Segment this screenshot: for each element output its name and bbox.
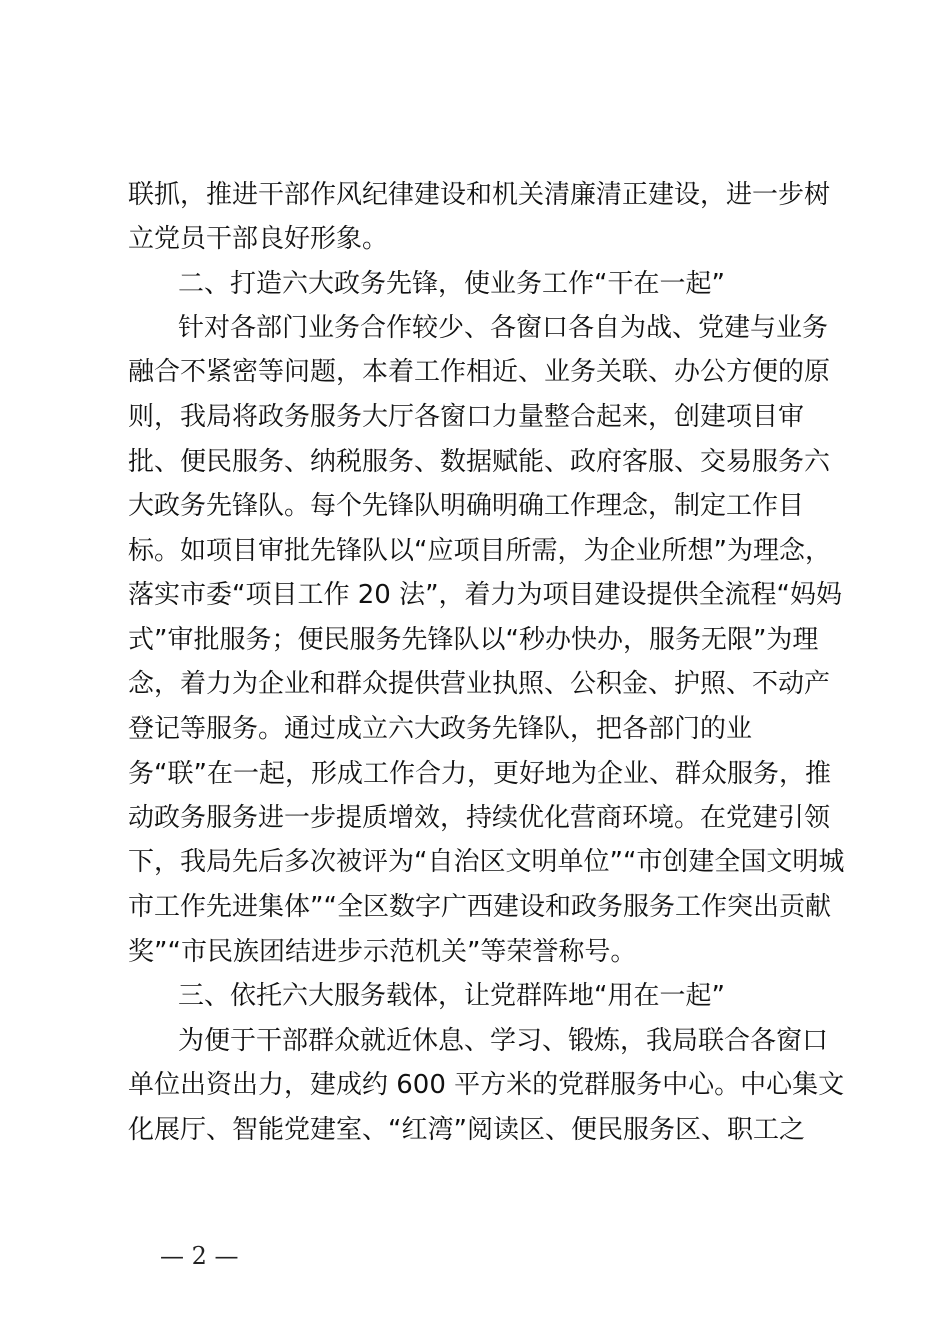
body-text-line: 批、便民服务、纳税服务、数据赋能、政府客服、交易服务六: [128, 447, 831, 477]
body-text-line: 落实市委“项目工作 20 法”，着力为项目建设提供全流程“妈妈: [128, 580, 843, 610]
body-text-line: 标。如项目审批先锋队以“应项目所需，为企业所想”为理念，: [128, 536, 831, 566]
body-text-line: 为便于干部群众就近休息、学习、锻炼，我局联合各窗口: [178, 1026, 829, 1056]
body-text-line: 登记等服务。通过成立六大政务先锋队，把各部门的业: [128, 714, 753, 744]
body-text-line: 务“联”在一起，形成工作合力，更好地为企业、群众服务，推: [128, 759, 831, 789]
body-text-line: 融合不紧密等问题，本着工作相近、业务关联、办公方便的原: [128, 357, 831, 387]
body-text-line: 大政务先锋队。每个先锋队明确明确工作理念，制定工作目: [128, 491, 805, 521]
body-text-line: 立党员干部良好形象。: [128, 224, 389, 254]
body-text-line: 奖”“市民族团结进步示范机关”等荣誉称号。: [128, 937, 637, 967]
body-text-line: 化展厅、智能党建室、“红湾”阅读区、便民服务区、职工之: [128, 1115, 805, 1145]
body-text-line: 市工作先进集体”“全区数字广西建设和政务服务工作突出贡献: [128, 892, 831, 922]
body-text-line: 则，我局将政务服务大厅各窗口力量整合起来，创建项目审: [128, 402, 805, 432]
section-heading-2: 二、打造六大政务先锋，使业务工作“干在一起”: [178, 269, 725, 299]
body-text-line: 念，着力为企业和群众提供营业执照、公积金、护照、不动产: [128, 669, 831, 699]
body-text-line: 下，我局先后多次被评为“自治区文明单位”“市创建全国文明城: [128, 847, 845, 877]
body-text-line: 联抓，推进干部作风纪律建设和机关清廉清正建设，进一步树: [128, 180, 831, 210]
body-text-line: 动政务服务进一步提质增效，持续优化营商环境。在党建引领: [128, 803, 831, 833]
section-heading-3: 三、依托六大服务载体，让党群阵地“用在一起”: [178, 981, 725, 1011]
body-text-line: 针对各部门业务合作较少、各窗口各自为战、党建与业务: [178, 313, 829, 343]
body-text-line: 式”审批服务；便民服务先锋队以“秒办快办，服务无限”为理: [128, 625, 819, 655]
body-text-line: 单位出资出力，建成约 600 平方米的党群服务中心。中心集文: [128, 1070, 845, 1100]
page-number: — 2 —: [160, 1242, 239, 1270]
